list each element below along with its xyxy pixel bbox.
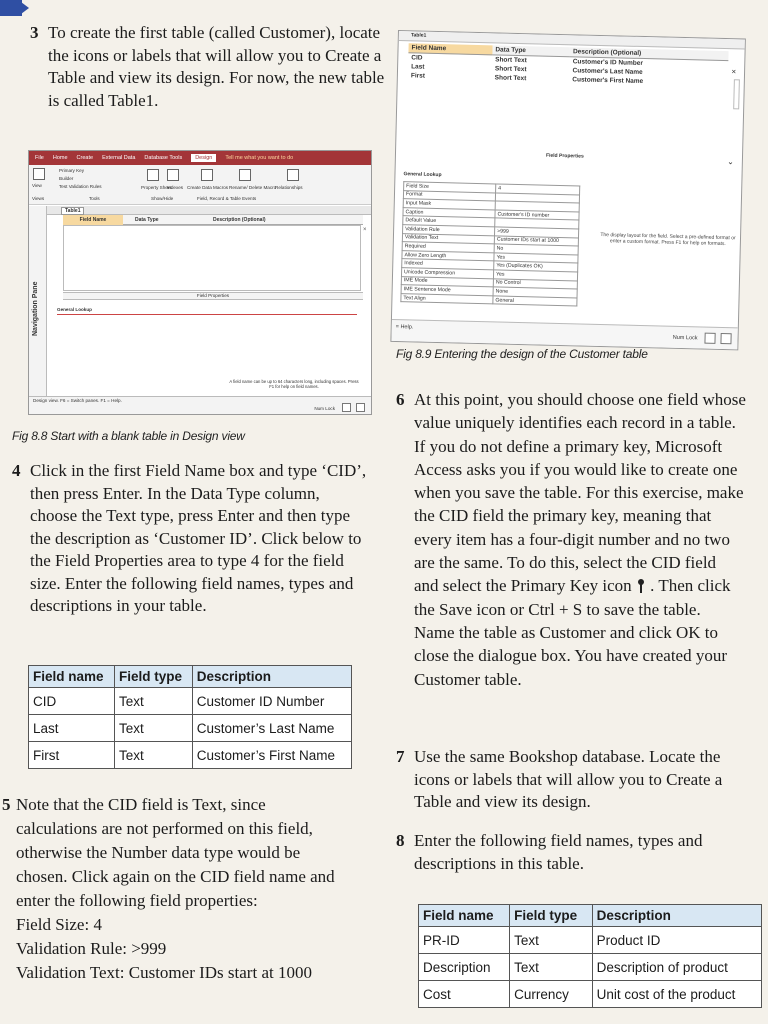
property-name: Caption <box>403 207 495 218</box>
property-name: Field Size <box>404 182 496 193</box>
table-cell: Unit cost of the product <box>592 981 761 1008</box>
step-5 <box>2 793 386 985</box>
field-properties-bar: Field Properties <box>63 292 363 300</box>
table-row <box>29 715 352 742</box>
data-type-column-header[interactable]: Data Type <box>135 217 159 223</box>
table-cell: CID <box>29 688 115 715</box>
table-cell: First <box>29 742 115 769</box>
show-hide-group-label: Show/Hide <box>151 196 174 201</box>
ribbon-body <box>29 165 371 205</box>
step-line: the Save icon or Ctrl + S to save the table. <box>414 599 701 619</box>
property-name: IME Mode <box>401 276 493 287</box>
status-bar <box>391 319 737 349</box>
document-tab-strip <box>47 206 371 215</box>
datasheet-view-icon[interactable] <box>342 403 351 412</box>
general-lookup-tabs[interactable]: General Lookup <box>57 307 92 312</box>
property-value[interactable]: 4 <box>496 184 580 195</box>
property-name: Format <box>403 190 495 201</box>
data-type-column-header[interactable]: Data Type <box>492 45 570 56</box>
navigation-pane-label: Navigation Pane <box>32 281 39 336</box>
step-line: otherwise the Number data type would be <box>16 843 301 862</box>
tab-home[interactable]: Home <box>52 155 68 161</box>
field-name-cell[interactable]: First <box>410 72 426 80</box>
table-tab-title[interactable]: Table1 <box>399 31 745 49</box>
table-header: Field name <box>419 905 510 927</box>
ribbon-tabs <box>29 151 371 165</box>
indexes-icon[interactable] <box>167 169 179 181</box>
property-value[interactable]: Customer's ID number <box>495 210 579 221</box>
access-customer-design-screenshot <box>390 30 746 350</box>
table-row <box>29 742 352 769</box>
field-properties-grid <box>400 181 580 307</box>
create-data-macros-icon[interactable] <box>201 169 213 181</box>
step-number: 8 <box>396 831 405 850</box>
step-line: Customer table. <box>414 669 522 689</box>
property-value[interactable]: Yes <box>493 270 577 281</box>
design-grid <box>408 43 729 88</box>
relationships-label[interactable]: Relationships <box>275 185 303 190</box>
field-name-cell[interactable]: Last <box>411 63 425 71</box>
step-number: 6 <box>396 390 405 409</box>
description-cell[interactable]: Customer's ID Number <box>572 58 643 67</box>
view-label[interactable]: View <box>32 183 42 188</box>
general-lookup-tabs[interactable]: General Lookup <box>403 171 442 179</box>
table-row <box>419 954 762 981</box>
step-line: Note that the CID field is Text, since <box>16 795 266 814</box>
description-column-header[interactable]: Description (Optional) <box>213 217 266 223</box>
step-line: If you do not define a primary key, Microsoft <box>414 436 723 456</box>
step-line: chosen. Click again on the CID field name and <box>16 867 335 886</box>
step-line: choose the Text type, press Enter and then type <box>30 506 350 525</box>
tab-file[interactable]: File <box>35 155 44 161</box>
property-name: Default Value <box>403 216 495 227</box>
property-sheet-icon[interactable] <box>147 169 159 181</box>
step-line: then press Enter. In the Data Type column, <box>30 483 320 503</box>
property-name: Text Align <box>401 293 493 304</box>
status-left-text: Design view. F6 = Switch panes. F1 = Help. <box>33 398 122 403</box>
step-number: 4 <box>12 461 21 480</box>
chevron-down-icon[interactable]: ⌄ <box>727 157 734 167</box>
table-cell: Product ID <box>592 927 761 954</box>
primary-key-icon <box>636 579 646 593</box>
step-4 <box>12 460 390 618</box>
design-grid[interactable] <box>63 225 361 291</box>
step-line-part: . Then click <box>650 576 731 596</box>
property-value[interactable]: No <box>494 244 578 255</box>
property-value[interactable]: >999 <box>495 227 579 238</box>
table-row <box>419 981 762 1008</box>
step-line <box>414 574 764 597</box>
scrollbar[interactable] <box>733 79 740 109</box>
view-icon[interactable] <box>33 168 45 180</box>
field-name-cell[interactable]: CID <box>411 54 423 62</box>
step-line: when you save the table. For this exercise, make <box>414 483 744 503</box>
step-6 <box>396 388 764 691</box>
step-line: are the same. To do this, select the CID field <box>414 553 717 573</box>
step-line: Use the same Bookshop database. Locate the <box>414 747 721 766</box>
table-cell: Currency <box>510 981 593 1008</box>
step-line: Click in the first Field Name box and type ‘CID’, <box>30 461 367 480</box>
test-rules-label[interactable]: Test Validation Rules <box>59 184 102 189</box>
field-name-column-header[interactable]: Field Name <box>63 215 123 225</box>
access-design-view-screenshot <box>28 150 372 415</box>
step-number: 5 <box>2 795 11 814</box>
format-hint: The display layout for the field. Select a pre-defined format or enter a custom format. Press F1 for help on formats. <box>600 232 736 248</box>
table-cell: Customer’s Last Name <box>192 715 351 742</box>
data-type-cell[interactable]: Short Text <box>494 65 527 74</box>
step-line: Validation Text: Customer IDs start at 1000 <box>16 963 312 982</box>
step-line: Field Size: 4 <box>16 915 102 934</box>
step-line: Table and view its design. For now, the new table <box>48 68 385 87</box>
step-line: descriptions in this table. <box>414 853 584 873</box>
step-line: Enter the following field names, types and <box>414 831 703 850</box>
property-name: Validation Rule <box>403 225 495 236</box>
table-header: Field type <box>114 666 192 688</box>
property-name: Allow Zero Length <box>402 250 494 261</box>
property-name: IME Sentence Mode <box>401 285 493 296</box>
primary-key-label[interactable]: Primary Key <box>59 168 85 173</box>
data-type-cell[interactable]: Short Text <box>494 74 527 83</box>
design-grid-header <box>63 215 363 225</box>
table-cell: Customer ID Number <box>192 688 351 715</box>
description-cell[interactable]: Customer's First Name <box>572 76 644 86</box>
table-cell: Description <box>419 954 510 981</box>
step-number: 3 <box>30 23 39 42</box>
rename-macro-label[interactable]: Rename/ Delete Macro <box>229 185 277 190</box>
tab-create[interactable]: Create <box>76 155 94 161</box>
step-line: Validation Rule: >999 <box>16 939 167 958</box>
page-corner-arrow <box>0 0 22 16</box>
create-data-macros-label[interactable]: Create Data Macros <box>187 185 229 190</box>
tab-design[interactable]: Design <box>191 154 216 162</box>
design-view-icon[interactable] <box>356 403 365 412</box>
step-line: At this point, you should choose one field whose <box>414 390 746 409</box>
property-value[interactable]: Customer IDs start at 1000 <box>494 235 578 246</box>
figure-caption: Fig 8.8 Start with a blank table in Design view <box>12 429 245 443</box>
table-cell: Text <box>510 954 593 981</box>
property-value[interactable]: None <box>493 287 577 298</box>
product-fields-table <box>418 904 762 1008</box>
navigation-pane[interactable] <box>29 206 47 396</box>
step-line: the Field Properties area to type 4 for the field <box>30 551 344 570</box>
status-bar <box>29 396 371 414</box>
step-line: the CID field the primary key, meaning that <box>414 506 712 526</box>
table1-tab[interactable]: Table1 <box>61 207 84 215</box>
property-name: Validation Text <box>402 233 494 244</box>
table-header: Field name <box>29 666 115 688</box>
table-header: Description <box>592 905 761 927</box>
step-line: is called Table1. <box>48 90 159 110</box>
table-row <box>29 688 352 715</box>
field-name-column-header[interactable]: Field Name <box>408 43 492 55</box>
step-line: the icons or labels that will allow you to Create a <box>48 45 382 65</box>
property-value[interactable]: General <box>493 296 577 307</box>
table-header: Field type <box>510 905 593 927</box>
figure-caption: Fig 8.9 Entering the design of the Customer table <box>396 347 648 361</box>
field-events-group-label: Field, Record & Table Events <box>197 196 257 201</box>
step-number: 7 <box>396 747 405 766</box>
step-3 <box>30 22 388 112</box>
datasheet-view-icon[interactable] <box>704 333 715 344</box>
relationships-icon[interactable] <box>287 169 299 181</box>
description-column-header[interactable]: Description (Optional) <box>570 47 729 60</box>
step-line: Name the table as Customer and click OK to <box>414 622 719 642</box>
field-properties-label: Field Properties <box>545 152 584 160</box>
table-cell: Customer’s First Name <box>192 742 351 769</box>
property-value[interactable]: No Control <box>493 278 577 289</box>
step-8 <box>396 830 764 875</box>
customer-fields-table <box>28 665 352 769</box>
data-type-cell[interactable]: Short Text <box>495 56 527 65</box>
step-line: size. Enter the following field names, types and <box>30 573 354 593</box>
step-7 <box>396 746 764 814</box>
close-icon[interactable]: × <box>363 227 367 233</box>
step-line: Access asks you if you would like to create one <box>414 459 738 479</box>
step-line: close the dialogue box. You have created your <box>414 646 727 666</box>
status-left-text: = Help. <box>395 324 414 331</box>
builder-label[interactable]: Builder <box>59 176 74 181</box>
table-cell: Last <box>29 715 115 742</box>
table-cell: Text <box>114 715 192 742</box>
num-lock-indicator: Num Lock <box>672 334 698 342</box>
tools-group-label: Tools <box>89 196 100 201</box>
property-name: Required <box>402 242 494 253</box>
step-line: icons or labels that will allow you to Create a <box>414 769 723 789</box>
step-line-part: and select the Primary Key icon <box>414 576 632 596</box>
table-cell: PR-ID <box>419 927 510 954</box>
step-line: value uniquely identifies each record in a table. <box>414 413 736 433</box>
step-line: the description as ‘Customer ID’. Click below to <box>30 528 362 548</box>
views-group-label: Views <box>32 196 45 201</box>
field-name-hint: A field name can be up to 64 characters long, including spaces. Press F1 for help on field names. <box>229 379 359 389</box>
close-icon[interactable]: × <box>731 67 737 77</box>
table-cell: Text <box>114 688 192 715</box>
property-sheet-label[interactable]: Property Sheet <box>141 185 172 190</box>
description-cell[interactable]: Customer's Last Name <box>572 67 643 76</box>
table-cell: Text <box>114 742 192 769</box>
num-lock-indicator: Num Lock <box>314 406 335 411</box>
divider <box>57 314 357 315</box>
property-name: Unicode Compression <box>401 268 493 279</box>
table-cell: Text <box>510 927 593 954</box>
tab-database-tools[interactable]: Database Tools <box>144 155 183 161</box>
indexes-label[interactable]: Indexes <box>167 185 184 190</box>
table-header: Description <box>192 666 351 688</box>
step-line: Table and view its design. <box>414 792 591 811</box>
step-line: descriptions in your table. <box>30 596 207 615</box>
step-line: calculations are not performed on this field, <box>16 819 313 838</box>
rename-macro-icon[interactable] <box>239 169 251 181</box>
step-line: To create the first table (called Customer), locate <box>48 23 381 42</box>
property-name: Indexed <box>402 259 494 270</box>
step-line: enter the following field properties: <box>16 891 258 910</box>
tab-external-data[interactable]: External Data <box>102 155 136 161</box>
table-cell: Description of product <box>592 954 761 981</box>
property-value[interactable]: Yes <box>494 253 578 264</box>
tell-me-box[interactable]: Tell me what you want to do <box>225 155 294 161</box>
design-view-icon[interactable] <box>720 333 731 344</box>
step-line: every item has a four-digit number and no two <box>414 529 730 549</box>
property-value[interactable]: Yes (Duplicates OK) <box>494 261 578 272</box>
table-cell: Cost <box>419 981 510 1008</box>
table-row <box>419 927 762 954</box>
property-name: Input Mask <box>403 199 495 210</box>
